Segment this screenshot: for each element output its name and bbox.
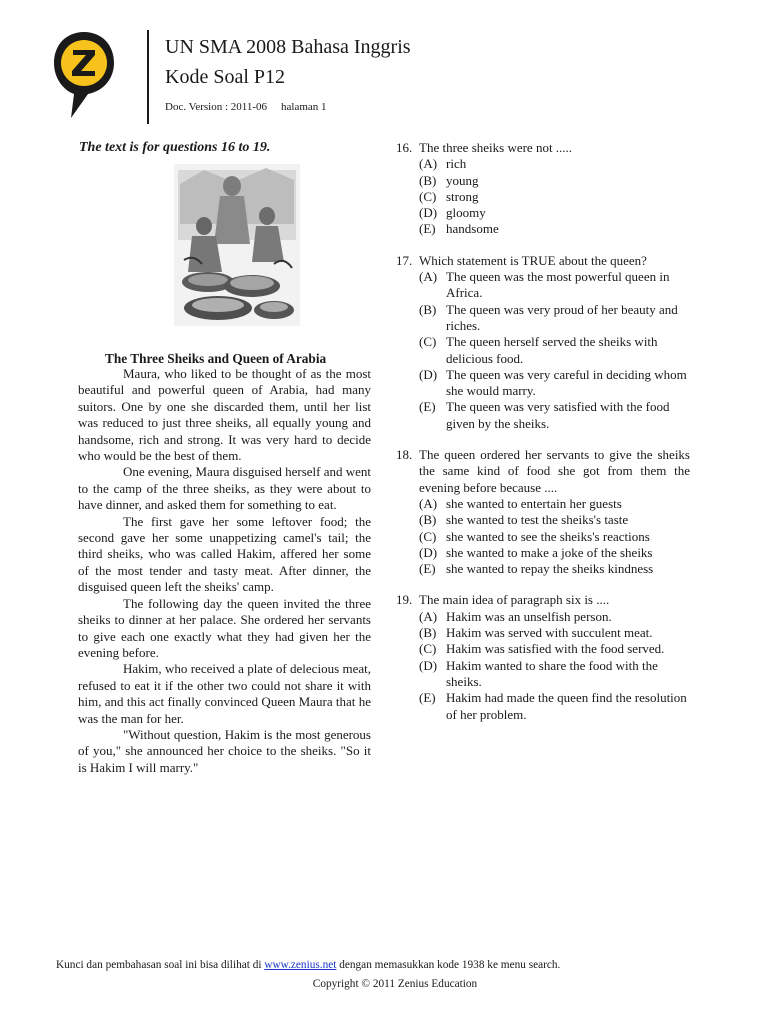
option-text: she wanted to make a joke of the sheiks [446, 544, 653, 560]
option-text: The queen was very proud of her beauty and riches. [446, 301, 678, 333]
option-a[interactable] [419, 496, 690, 512]
option-letter: (C) [419, 334, 437, 350]
option-e[interactable] [419, 690, 690, 723]
option-d[interactable] [419, 658, 690, 691]
header-divider [147, 30, 149, 124]
story-paragraph: "Without question, Hakim is the most generous of you," she announced her choice to the sheiks. "So it is Hakim I will marry." [78, 726, 371, 775]
story-paragraph: Maura, who liked to be thought of as the most beautiful and powerful queen of Arabia, had many suitors. One by one she discarded them, until her list was reduced to just three sheiks, all equally young and handsome, rich and strong. It was very hard to decide who would be the best of them. [78, 366, 371, 464]
option-text: she wanted to see the sheiks's reactions [446, 528, 650, 544]
option-text: The queen was very satisfied with the food given by the sheiks. [446, 399, 670, 431]
option-letter: (E) [419, 399, 436, 415]
question-number: 18. [396, 447, 413, 463]
option-letter: (A) [419, 608, 438, 624]
question-19 [396, 592, 690, 722]
question-18 [396, 447, 690, 577]
option-letter: (D) [419, 366, 438, 382]
option-b[interactable] [419, 302, 690, 335]
question-17 [396, 253, 690, 432]
doc-version: Doc. Version : 2011-06 [165, 101, 268, 113]
options-list [396, 156, 690, 237]
footer-text-after-link: dengan memasukkan kode 1938 ke menu search. [336, 959, 561, 971]
option-letter: (A) [419, 156, 438, 172]
option-letter: (C) [419, 188, 437, 204]
option-text: gloomy [446, 205, 486, 221]
option-c[interactable] [419, 334, 690, 367]
reading-passage [78, 140, 372, 775]
document-header [165, 34, 411, 113]
zenius-logo-icon [52, 30, 116, 120]
option-letter: (C) [419, 641, 437, 657]
option-letter: (E) [419, 690, 436, 706]
footer-text-before-link: Kunci dan pembahasan soal ini bisa dilihat di [56, 959, 265, 971]
option-letter: (B) [419, 301, 437, 317]
option-c[interactable] [419, 529, 690, 545]
option-a[interactable] [419, 156, 690, 172]
option-b[interactable] [419, 512, 690, 528]
question-code: Kode Soal P12 [165, 66, 285, 88]
option-a[interactable] [419, 269, 690, 302]
option-text: she wanted to test the sheiks's taste [446, 512, 629, 528]
option-text: Hakim wanted to share the food with the sheiks. [446, 657, 658, 689]
question-number: 19. [396, 592, 413, 608]
option-d[interactable] [419, 545, 690, 561]
option-letter: (E) [419, 561, 436, 577]
story-body [78, 366, 371, 776]
story-title: The Three Sheiks and Queen of Arabia [105, 351, 327, 366]
option-letter: (A) [419, 495, 438, 511]
option-text: young [446, 172, 479, 188]
zenius-link[interactable]: www.zenius.net [264, 959, 337, 971]
option-text: Hakim was satisfied with the food served. [446, 641, 665, 657]
footer-note [56, 959, 560, 971]
option-text: The queen was very careful in deciding whom she would marry. [446, 366, 687, 399]
option-letter: (A) [419, 269, 438, 285]
question-16 [396, 140, 690, 238]
option-text: strong [446, 188, 479, 204]
question-text: The queen ordered her servants to give the sheiks the same kind of food she got from them the evening before because .... [419, 447, 690, 495]
option-c[interactable] [419, 641, 690, 657]
option-text: Hakim was an unselfish person. [446, 608, 612, 624]
question-number: 16. [396, 140, 413, 155]
option-text: rich [446, 156, 467, 172]
question-number: 17. [396, 252, 413, 268]
option-letter: (E) [419, 221, 436, 237]
copyright: Copyright © 2011 Zenius Education [312, 978, 478, 990]
option-e[interactable] [419, 561, 690, 577]
option-b[interactable] [419, 173, 690, 189]
option-letter: (B) [419, 512, 437, 528]
sheiks-dinner-illustration-icon [174, 164, 300, 326]
option-letter: (B) [419, 625, 437, 641]
story-paragraph: The first gave her some leftover food; the second gave her some unappetizing camel's tail; the third sheiks, who was called Hakim, affered her some of the most tender and tasty meat. After dinner, the disguised queen left the sheiks' camp. [78, 513, 371, 595]
option-letter: (D) [419, 205, 438, 221]
option-d[interactable] [419, 367, 690, 400]
option-letter: (B) [419, 172, 437, 188]
option-e[interactable] [419, 221, 690, 237]
option-text: The queen was the most powerful queen in Africa. [446, 269, 670, 301]
option-letter: (C) [419, 528, 437, 544]
option-a[interactable] [419, 609, 690, 625]
options-list [396, 496, 690, 577]
story-paragraph: The following day the queen invited the three sheiks to dinner at her palace. She ordered her servants to give each one exactly what they had given her the evening before. [78, 595, 371, 660]
option-text: The queen herself served the sheiks with delicious food. [446, 334, 658, 366]
story-paragraph: Hakim, who received a plate of delecious meat, refused to eat it if the other two could not share it with him, and this act finally convinced Queen Maura that he was the man for her. [78, 661, 371, 726]
option-text: she wanted to entertain her guests [446, 495, 622, 511]
option-text: handsome [446, 221, 499, 237]
questions-column [396, 140, 690, 723]
option-b[interactable] [419, 625, 690, 641]
doc-version-line [165, 101, 411, 113]
option-letter: (D) [419, 544, 438, 560]
option-text: she wanted to repay the sheiks kindness [446, 561, 654, 577]
options-list [396, 269, 690, 432]
option-letter: (D) [419, 657, 438, 673]
question-text: Which statement is TRUE about the queen? [419, 252, 647, 268]
document-title: UN SMA 2008 Bahasa Inggris [165, 36, 411, 58]
option-c[interactable] [419, 189, 690, 205]
question-text: The main idea of paragraph six is .... [419, 592, 610, 608]
passage-intro: The text is for questions 16 to 19. [79, 140, 271, 155]
option-e[interactable] [419, 399, 690, 432]
option-text: Hakim had made the queen find the resolution of her problem. [446, 690, 687, 722]
option-d[interactable] [419, 205, 690, 221]
question-text: The three sheiks were not ..... [419, 140, 573, 155]
page-number: halaman 1 [281, 101, 327, 113]
story-paragraph: One evening, Maura disguised herself and went to the camp of the three sheiks, as they were about to have dinner, and asked them for something to eat. [78, 464, 372, 513]
options-list [396, 609, 690, 723]
option-text: Hakim was served with succulent meat. [446, 625, 653, 641]
